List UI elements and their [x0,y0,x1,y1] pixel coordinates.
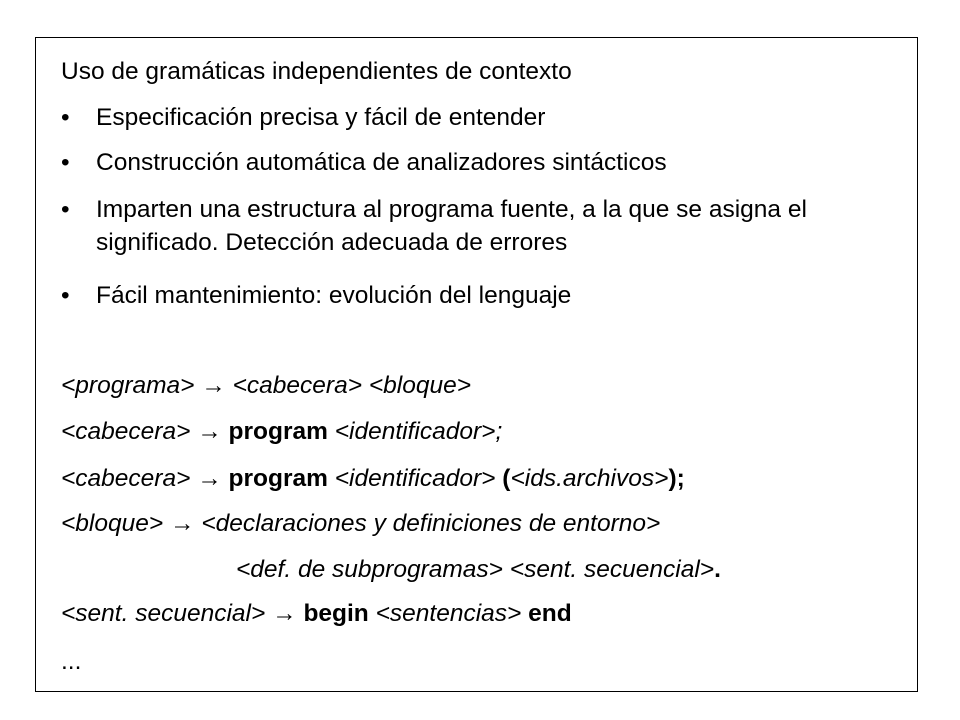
arrow-symbol: → [197,418,222,445]
nonterminal: <sentencias> [375,600,522,627]
nonterminal: <bloque> [368,372,472,399]
slide-frame [35,37,918,692]
nonterminal: <declaraciones y definiciones de entorno> [201,510,661,537]
arrow-symbol: → [197,465,222,492]
nonterminal: <def. de subprogramas> [236,556,503,583]
bullet-item: Imparten una estructura al programa fuente, a la que se asigna el significado. Detección adecuada de errores [96,196,807,256]
grammar-rule-sent-secuencial [61,600,572,628]
nonterminal: <sent. secuencial> [61,600,266,627]
terminal: ; [495,418,503,445]
nonterminal: <identificador> [334,465,496,492]
keyword: program [228,465,328,492]
nonterminal: <ids.archivos> [510,465,669,492]
ellipsis: ... [61,648,82,675]
keyword: program [228,418,328,445]
keyword: begin [303,600,369,627]
nonterminal: <cabecera> [61,418,191,445]
arrow-symbol: → [272,600,297,627]
grammar-rule-bloque-cont [236,556,721,584]
arrow-symbol: → [170,510,195,537]
terminal: ); [668,465,685,492]
nonterminal: <bloque> [61,510,164,537]
bullet-marker: • [61,149,70,176]
bullet-item: Fácil mantenimiento: evolución del lenguaje [96,282,572,309]
bullet-marker: • [61,104,70,131]
bullet-marker: • [61,196,70,223]
nonterminal: <identificador> [334,418,496,445]
bullet-marker: • [61,282,70,309]
grammar-rule-programa [61,372,471,400]
grammar-rule-cabecera-2 [61,465,685,493]
slide-heading: Uso de gramáticas independientes de contexto [61,58,572,85]
grammar-rule-cabecera-1 [61,418,502,446]
bullet-item: Construcción automática de analizadores sintácticos [96,149,667,176]
nonterminal: <cabecera> [61,465,191,492]
nonterminal: <programa> [61,372,195,399]
grammar-rule-bloque [61,510,660,538]
nonterminal: <sent. secuencial> [509,556,715,583]
terminal: ( [502,465,511,492]
arrow-symbol: → [201,372,226,399]
bullet-item: Especificación precisa y fácil de entender [96,104,546,131]
nonterminal: <cabecera> [232,372,363,399]
keyword: end [528,600,572,627]
terminal: . [714,556,721,583]
